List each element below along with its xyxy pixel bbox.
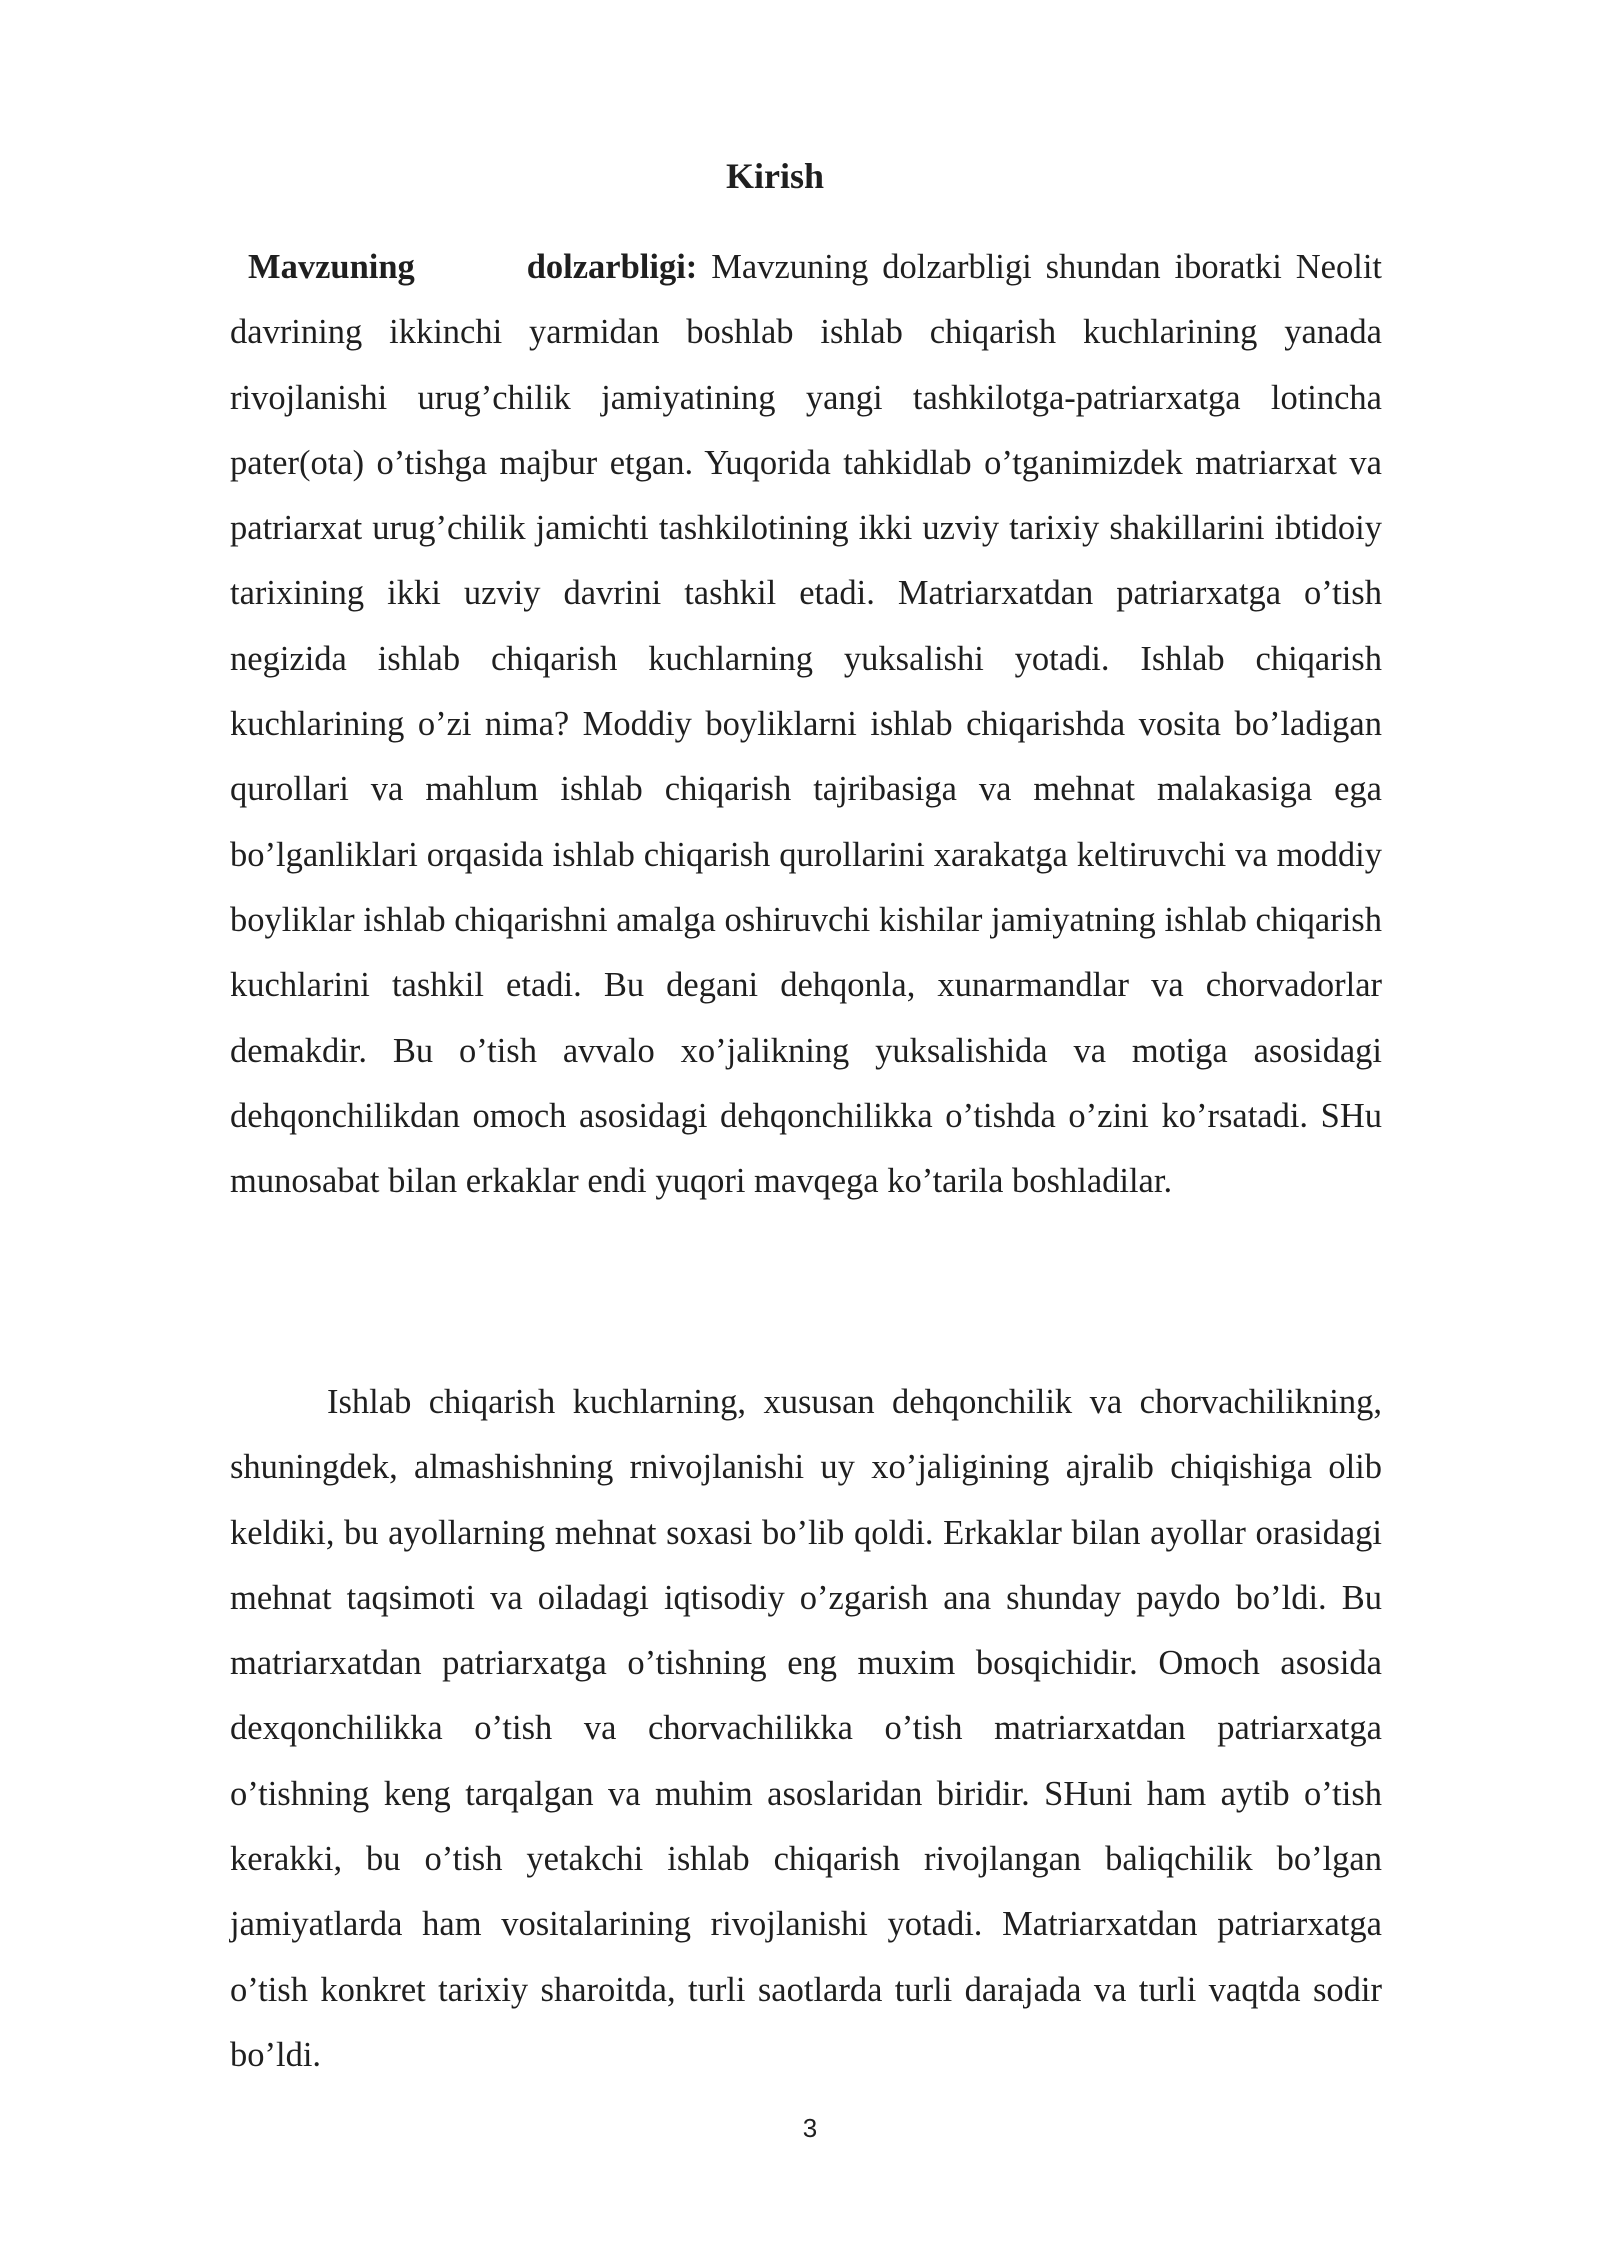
paragraph-productive-forces: Ishlab chiqarish kuchlarning, xususan dehqonchilik va chorvachilikning, shuningdek, almashishning rnivojlanishi uy xo’jaligining ajralib chiqishiga olib keldiki, bu ayollarning mehnat soxasi bo’lib qoldi. Erkaklar bilan ayollar orasidagi mehnat taqsimoti va oiladagi iqtisodiy o’zgarish ana shunday paydo bo’ldi. Bu matriarxatdan patriarxatga o’tishning eng muxim bosqichidir. Omoch asosida dexqonchilikka o’tish va chorvachilikka o’tish matriarxatdan patriarxatga o’tishning keng tarqalgan va muhim asoslaridan biridir. SHuni ham aytib o’tish kerakki, bu o’tish yetakchi ishlab chiqarish rivojlangan baliqchilik bo’lgan jamiyatlarda ham vositalarining rivojlanishi yotadi. Matriarxatdan patriarxatga o’tish konkret tarixiy sharoitda, turli saotlarda turli darajada va turli vaqtda sodir bo’ldi. [230, 1383, 1382, 2074]
page-heading: Kirish [725, 156, 824, 196]
page-number: 3 [802, 2113, 818, 2143]
paragraph-topic-relevance [230, 235, 1382, 1214]
paragraph-lead-label: Mavzuning dolzarbligi: [248, 248, 698, 286]
paragraph-text: Mavzuning dolzarbligi shundan iboratki Neolit davrining ikkinchi yarmidan boshlab ishlab chiqarish kuchlarining yanada rivojlanishi urug’chilik jamiyatining yangi tashkilotga-patriarxatga lotincha pater(ota) o’tishga majbur etgan. Yuqorida tahkidlab o’tganimizdek matriarxat va patriarxat urug’chilik jamichti tashkilotining ikki uzviy tarixiy shakillarini ibtidoiy tarixining ikki uzviy davrini tashkil etadi. Matriarxatdan patriarxatga o’tish negizida ishlab chiqarish kuchlarning yuksalishi yotadi. Ishlab chiqarish kuchlarining o’zi nima? Moddiy boyliklarni ishlab chiqarishda vosita bo’ladigan qurollari va mahlum ishlab chiqarish tajribasiga va mehnat malakasiga ega bo’lganliklari orqasida ishlab chiqarish qurollarini xarakatga keltiruvchi va moddiy boyliklar ishlab chiqarishni amalga oshiruvchi kishilar jamiyatning ishlab chiqarish kuchlarini tashkil etadi. Bu degani dehqonla, xunarmandlar va chorvadorlar demakdir. Bu o’tish avvalo xo’jalikning yuksalishida va motiga asosidagi dehqonchilikdan omoch asosidagi dehqonchilikka o’tishda o’zini ko’rsatadi. SHu munosabat bilan erkaklar endi yuqori mavqega ko’tarila boshladilar. [230, 248, 1382, 1201]
